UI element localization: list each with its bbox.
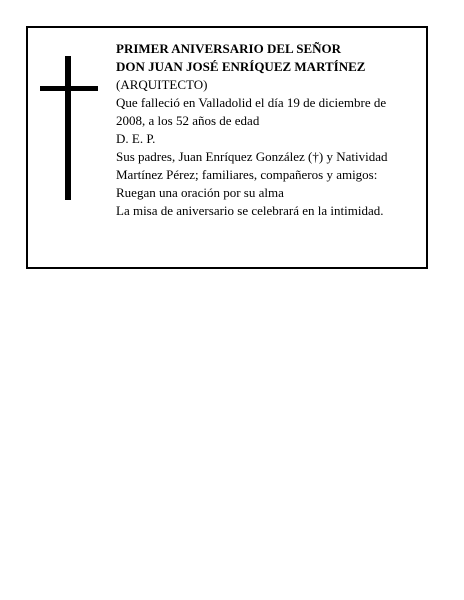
cross-vertical-bar [65, 56, 71, 200]
profession: (ARQUITECTO) [116, 77, 208, 92]
cross-horizontal-bar [40, 86, 98, 91]
rip-abbreviation: D. E. P. [116, 131, 156, 146]
notice-title-line-2: DON JUAN JOSÉ ENRÍQUEZ MARTÍNEZ [116, 59, 366, 74]
obituary-notice [26, 26, 428, 269]
cross-icon [40, 56, 98, 200]
mass-info: La misa de aniversario se celebrará en la intimidad. [116, 203, 384, 218]
death-info: Que falleció en Valladolid el día 19 de diciembre de 2008, a los 52 años de edad [116, 95, 387, 128]
family-mention: Sus padres, Juan Enríquez González (†) y Natividad Martínez Pérez; familiares, compañeros y amigos: [116, 149, 388, 182]
notice-text-block [116, 40, 416, 220]
prayer-request: Ruegan una oración por su alma [116, 185, 284, 200]
notice-title-line-1: PRIMER ANIVERSARIO DEL SEÑOR [116, 41, 342, 56]
